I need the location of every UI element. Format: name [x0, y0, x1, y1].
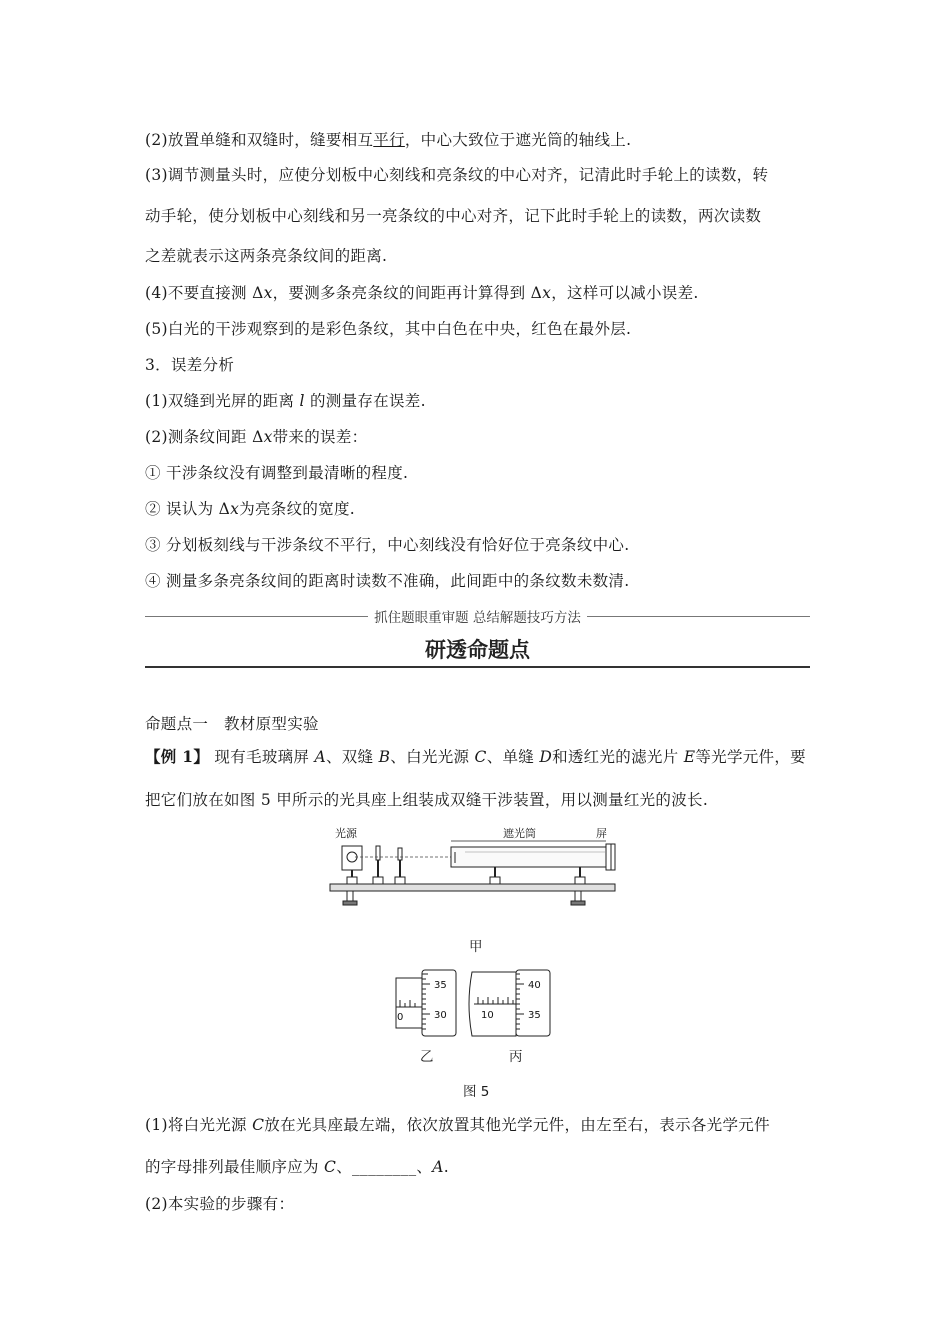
bench-foot-right: [571, 901, 585, 905]
yi-tick-label-30: 30: [434, 1010, 447, 1021]
text-segment: (1)双缝到光屏的距离: [145, 392, 300, 410]
text-line-3b: 动手轮，使分划板中心刻线和另一亮条纹的中心对齐，记下此时手轮上的读数，两次读数: [145, 207, 762, 225]
text-segment: ② 误认为 Δ: [145, 500, 231, 518]
tube-foot-left: [490, 877, 500, 884]
var-B: B: [378, 748, 391, 766]
var-D: D: [539, 748, 553, 766]
text-error-1: [145, 389, 426, 411]
text-segment: 的测量存在误差.: [304, 392, 426, 410]
text-segment: 带来的误差：: [272, 428, 368, 446]
var-C: C: [252, 1116, 265, 1134]
slit-element: [398, 848, 402, 860]
bing-tick-label-40: 40: [528, 980, 541, 991]
yi-main-zero: 0: [397, 1012, 404, 1023]
label-screen: 屏: [596, 827, 607, 840]
optical-bench-svg: [325, 822, 625, 914]
section-title-rule: [145, 666, 810, 668]
underlined-word: 平行: [373, 131, 405, 149]
var-C: C: [324, 1158, 337, 1176]
example-para-2: 把它们放在如图 5 甲所示的光具座上组装成双缝干涉装置，用以测量红光的波长.: [145, 791, 709, 809]
yi-tick-label-35: 35: [434, 980, 447, 991]
answer-blank: 、________、: [336, 1158, 433, 1176]
text-line-4: [145, 281, 699, 303]
variable-x: x: [263, 284, 273, 302]
text-segment: 放在光具座最左端，依次放置其他光学元件，由左至右，表示各光学元件: [264, 1116, 770, 1134]
section-title: 研透命题点: [425, 638, 530, 662]
text-segment: (2)测条纹间距 Δ: [145, 428, 264, 446]
caption-jia: 甲: [469, 939, 483, 955]
caption-figure-5: 图 5: [463, 1084, 490, 1100]
var-C: C: [474, 748, 487, 766]
text-segment: 和透红光的滤光片: [552, 748, 684, 766]
heading-error-analysis: 3．误差分析: [145, 356, 235, 374]
text-error-2: [145, 425, 367, 447]
text-error-2-item-4: ④ 测量多条亮条纹间的距离时读数不准确，此间距中的条纹数未数清.: [145, 572, 630, 590]
bench-leg-left: [347, 891, 353, 901]
figure-optical-bench: [325, 822, 625, 914]
figure-micrometers: [392, 966, 572, 1038]
text-segment: ，要测多条亮条纹的间距再计算得到 Δ: [272, 284, 543, 302]
var-E: E: [683, 748, 696, 766]
text-segment: (1)将白光光源: [145, 1116, 253, 1134]
text-error-2-item-1: ① 干涉条纹没有调整到最清晰的程度.: [145, 464, 409, 482]
text-error-2-item-3: ③ 分划板刻线与干涉条纹不平行，中心刻线没有恰好位于亮条纹中心.: [145, 536, 630, 554]
text-segment: .: [443, 1158, 449, 1176]
text-segment: 等光学元件，要: [695, 748, 806, 766]
question-1-line-1: [145, 1113, 770, 1135]
text-line-2-parallel: [145, 128, 631, 150]
text-error-2-item-2: [145, 497, 355, 519]
micrometer-svg: [392, 966, 572, 1038]
text-line-3a: (3)调节测量头时，应使分划板中心刻线和亮条纹的中心对齐，记清此时手轮上的读数，转: [145, 166, 769, 184]
variable-l: l: [299, 392, 305, 410]
text-segment: 为亮条纹的宽度.: [239, 500, 356, 518]
question-1-line-2: [145, 1155, 449, 1177]
text-segment: (4)不要直接测 Δ: [145, 284, 264, 302]
question-2: (2)本实验的步骤有：: [145, 1195, 295, 1213]
variable-x: x: [230, 500, 240, 518]
tube-foot-right: [575, 877, 585, 884]
text-segment: 现有毛玻璃屏: [214, 748, 315, 766]
text-segment: 、白光光源: [390, 748, 475, 766]
text-segment: (2)放置单缝和双缝时，缝要相互: [145, 131, 374, 149]
text-line-5: (5)白光的干涉观察到的是彩色条纹，其中白色在中央，红色在最外层.: [145, 320, 632, 338]
bing-tick-label-35: 35: [528, 1010, 541, 1021]
light-shield-tube: [451, 847, 606, 867]
text-segment: 、单缝: [486, 748, 540, 766]
bing-main-ten: 10: [481, 1010, 494, 1021]
text-line-3c: 之差就表示这两条亮条纹间的距离.: [145, 247, 388, 265]
bench-base: [330, 884, 615, 891]
text-segment: 的字母排列最佳顺序应为: [145, 1158, 325, 1176]
variable-x: x: [542, 284, 552, 302]
text-segment: ，这样可以减小误差.: [551, 284, 699, 302]
bench-foot-left: [343, 901, 357, 905]
label-light-source: 光源: [335, 827, 357, 840]
filter-element: [376, 846, 380, 860]
bench-leg-right: [575, 891, 581, 901]
section-separator: [145, 606, 810, 628]
variable-x: x: [263, 428, 273, 446]
caption-yi: 乙: [420, 1049, 434, 1065]
filter-foot: [373, 877, 383, 884]
text-segment: 、双缝: [325, 748, 379, 766]
separator-text: 抓住题眼重审题 总结解题技巧方法: [368, 610, 587, 626]
example-para-1: [145, 745, 806, 767]
var-A: A: [314, 748, 326, 766]
label-tube: 遮光筒: [503, 827, 536, 840]
caption-bing: 丙: [509, 1049, 523, 1065]
var-A: A: [432, 1158, 444, 1176]
lamp-box: [342, 846, 362, 870]
slit-foot: [395, 877, 405, 884]
subheading: 命题点一 教材原型实验: [145, 715, 319, 733]
lamp-foot: [347, 877, 357, 884]
example-label: 【例 1】: [145, 747, 210, 766]
text-segment: ，中心大致位于遮光筒的轴线上.: [404, 131, 632, 149]
